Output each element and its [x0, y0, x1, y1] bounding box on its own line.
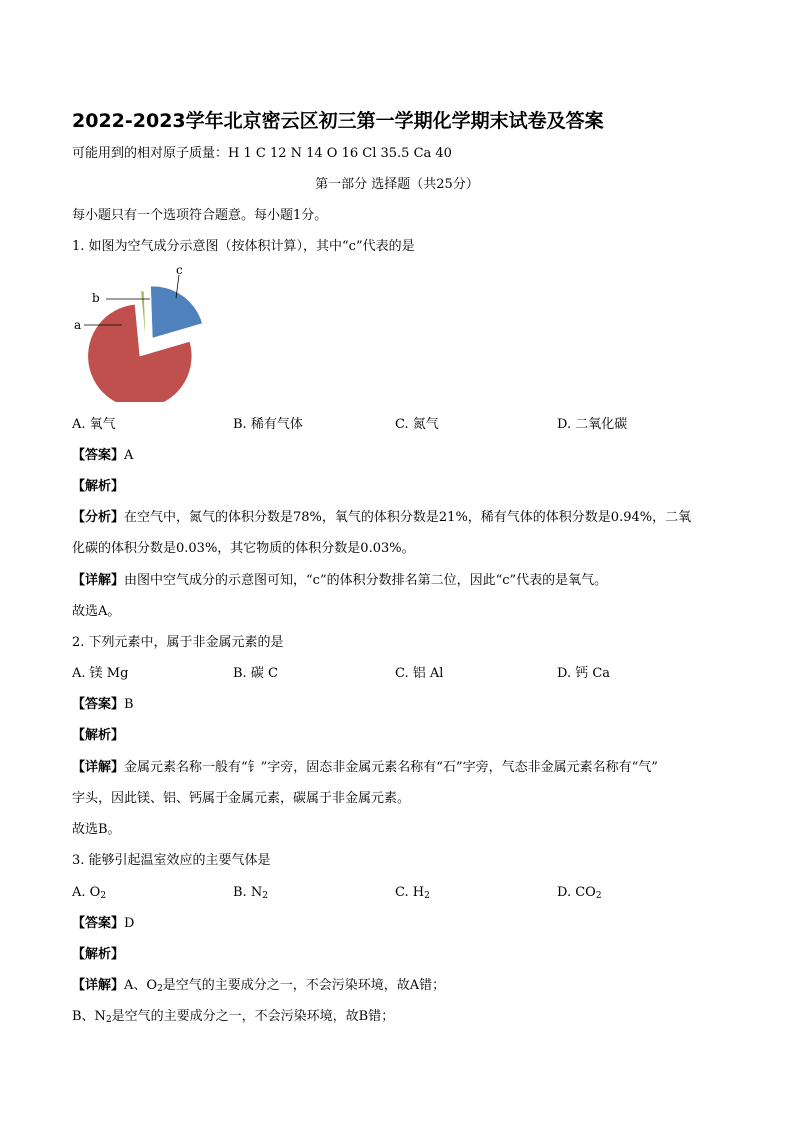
- q3-answer: 【答案】D: [72, 916, 135, 931]
- q1-detail: 【详解】由图中空气成分的示意图可知，“c”的体积分数排名第二位，因此“c”代表的是氧气。: [72, 573, 608, 588]
- q2-option-c: C. 铝 Al: [395, 666, 444, 681]
- q1-answer-value: A: [124, 448, 134, 463]
- q1-option-d: D. 二氧化碳: [557, 417, 628, 432]
- q1-stem: 1. 如图为空气成分示意图（按体积计算），其中“c”代表的是: [72, 239, 415, 254]
- atomic-mass-line: 可能用到的相对原子质量：H 1 C 12 N 14 O 16 Cl 35.5 Ca 40: [72, 146, 452, 161]
- q1-analysis-tag: 【解析】: [72, 479, 125, 494]
- pie-label-b: b: [92, 291, 100, 305]
- q3-option-a: A. $O_2$: [72, 885, 107, 901]
- pie-label-c: c: [176, 263, 183, 277]
- q3-analysis-tag: 【解析】: [72, 947, 125, 962]
- instruction: 每小题只有一个选项符合题意。每小题1分。: [72, 208, 328, 223]
- q2-option-a: A. 镁 Mg: [72, 666, 129, 681]
- q2-analysis-tag: 【解析】: [72, 728, 125, 743]
- q2-answer-value: B: [124, 697, 134, 712]
- q3-answer-value: D: [124, 916, 135, 931]
- q2-option-d: D. 钙 Ca: [557, 666, 611, 681]
- q1-option-c: C. 氮气: [395, 417, 439, 432]
- q1-option-a: A. 氧气: [72, 417, 116, 432]
- q3-detail-a: 【详解】A、$O_2$是空气的主要成分之一，不会污染环境，故A错；: [72, 978, 446, 994]
- q2-conclusion: 故选B。: [72, 822, 121, 837]
- section-title: 第一部分 选择题（共25分）: [315, 177, 479, 192]
- q3-option-c: C. $H_2$: [395, 885, 430, 901]
- q1-fenxi-line1: 【分析】在空气中，氮气的体积分数是78%，氧气的体积分数是21%，稀有气体的体积分数是0.94%，二氧: [72, 510, 692, 525]
- q2-detail-line2: 字头，因此镁、铝、钙属于金属元素，碳属于非金属元素。: [72, 791, 411, 806]
- q1-option-b: B. 稀有气体: [233, 417, 303, 432]
- answer-tag: 【答案】: [72, 448, 125, 463]
- q3-option-b: B. $N_2$: [233, 885, 268, 901]
- q1-fenxi-line2: 化碳的体积分数是0.03%，其它物质的体积分数是0.03%。: [72, 541, 415, 556]
- q2-option-b: B. 碳 C: [233, 666, 278, 681]
- q1-conclusion: 故选A。: [72, 604, 121, 619]
- q2-answer: 【答案】B: [72, 697, 134, 712]
- air-composition-pie-chart: [70, 262, 220, 402]
- q3-stem: 3. 能够引起温室效应的主要气体是: [72, 853, 271, 868]
- q3-option-d: D. $CO_2$: [557, 885, 602, 901]
- q2-stem: 2. 下列元素中，属于非金属元素的是: [72, 635, 284, 650]
- q2-detail-line1: 【详解】金属元素名称一般有“钅”字旁，固态非金属元素名称有“石”字旁，气态非金属元素名称有“气”: [72, 760, 658, 775]
- q1-answer: [72, 447, 133, 465]
- page-title: 2022-2023学年北京密云区初三第一学期化学期末试卷及答案: [72, 110, 604, 132]
- q3-detail-b: B、$N_2$是空气的主要成分之一，不会污染环境，故B错；: [72, 1009, 395, 1025]
- pie-label-a: a: [74, 318, 82, 332]
